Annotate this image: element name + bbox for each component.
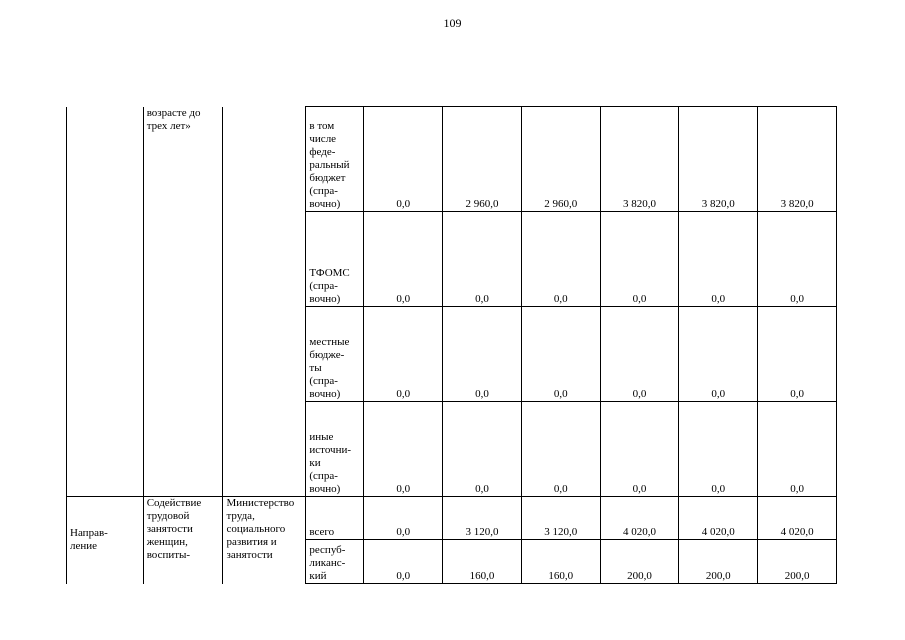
value-cell: 0,0 bbox=[679, 212, 758, 307]
executor-name: Министерство труда, социального развития и занятости bbox=[223, 497, 306, 584]
value-cell: 0,0 bbox=[521, 212, 600, 307]
value-cell: 2 960,0 bbox=[521, 107, 600, 212]
value-cell: 0,0 bbox=[443, 212, 522, 307]
value-cell: 0,0 bbox=[364, 497, 443, 540]
value-cell: 3 820,0 bbox=[679, 107, 758, 212]
table-row bbox=[67, 497, 837, 540]
funding-source: всего bbox=[306, 497, 364, 540]
value-cell: 0,0 bbox=[364, 307, 443, 402]
value-cell: 0,0 bbox=[758, 212, 837, 307]
value-cell: 0,0 bbox=[600, 402, 679, 497]
value-cell: 200,0 bbox=[679, 540, 758, 584]
value-cell: 3 820,0 bbox=[758, 107, 837, 212]
value-cell: 0,0 bbox=[758, 402, 837, 497]
value-cell: 0,0 bbox=[364, 402, 443, 497]
value-cell: 0,0 bbox=[679, 402, 758, 497]
value-cell: 4 020,0 bbox=[600, 497, 679, 540]
value-cell: 3 120,0 bbox=[443, 497, 522, 540]
measure-name: Содействие трудовой занятости женщин, воспиты- bbox=[143, 497, 223, 584]
funding-source: ТФОМС (спра- вочно) bbox=[306, 212, 364, 307]
value-cell: 4 020,0 bbox=[758, 497, 837, 540]
value-cell: 0,0 bbox=[364, 212, 443, 307]
executor-cell-continued bbox=[223, 107, 306, 497]
value-cell: 0,0 bbox=[443, 307, 522, 402]
value-cell: 0,0 bbox=[679, 307, 758, 402]
budget-table bbox=[66, 106, 837, 584]
value-cell: 160,0 bbox=[521, 540, 600, 584]
value-cell: 0,0 bbox=[364, 107, 443, 212]
value-cell: 4 020,0 bbox=[679, 497, 758, 540]
value-cell: 3 820,0 bbox=[600, 107, 679, 212]
measure-name-continued: возрасте до трех лет» bbox=[143, 107, 223, 497]
funding-source: респуб- ликанс- кий bbox=[306, 540, 364, 584]
table-row bbox=[67, 107, 837, 212]
value-cell: 0,0 bbox=[443, 402, 522, 497]
value-cell: 200,0 bbox=[600, 540, 679, 584]
funding-source: иные источни- ки (спра- вочно) bbox=[306, 402, 364, 497]
value-cell: 0,0 bbox=[521, 402, 600, 497]
funding-source: в том числе феде- ральный бюджет (спра- вочно) bbox=[306, 107, 364, 212]
direction-cell-continued bbox=[67, 107, 144, 497]
value-cell: 160,0 bbox=[443, 540, 522, 584]
value-cell: 3 120,0 bbox=[521, 497, 600, 540]
value-cell: 0,0 bbox=[600, 212, 679, 307]
page-number: 109 bbox=[443, 16, 462, 30]
value-cell: 2 960,0 bbox=[443, 107, 522, 212]
value-cell: 0,0 bbox=[600, 307, 679, 402]
value-cell: 0,0 bbox=[758, 307, 837, 402]
direction-label: Направ- ление bbox=[67, 497, 144, 584]
value-cell: 0,0 bbox=[364, 540, 443, 584]
value-cell: 0,0 bbox=[521, 307, 600, 402]
funding-source: местные бюдже- ты (спра- вочно) bbox=[306, 307, 364, 402]
value-cell: 200,0 bbox=[758, 540, 837, 584]
